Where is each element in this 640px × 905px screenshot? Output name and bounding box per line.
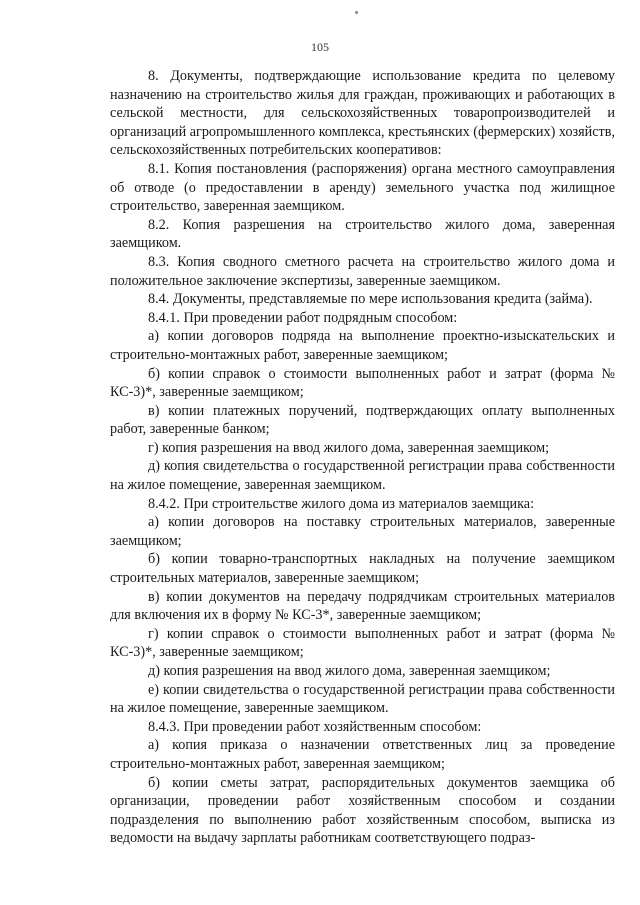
page-number: 105 — [311, 40, 329, 54]
paragraph: в) копии документов на передачу подрядчикам строительных материалов для включения их в форму № КС-3*, заверенные заемщиком; — [110, 588, 615, 624]
paragraph: а) копии договоров подряда на выполнение проектно-изыскательских и строительно-монтажных работ, заверенные заемщиком; — [110, 328, 615, 363]
scan-speck — [355, 11, 358, 14]
paragraph: е) копии свидетельства о государственной регистрации права собственности на жилое помещение, заверенные заемщиком. — [110, 681, 615, 717]
paragraph: а) копия приказа о назначении ответственных лиц за проведение строительно-монтажных работ, заверенная заемщиком; — [110, 737, 615, 772]
paragraph: в) копии платежных поручений, подтверждающих оплату выполненных работ, заверенные банком; — [110, 402, 615, 438]
paragraph: 8.4. Документы, представляемые по мере использования кредита (займа). — [148, 291, 593, 308]
paragraph: 8. Документы, подтверждающие использование кредита по целевому назначению на строительство жилья для граждан, проживающих и работающих в сельской местности, для сельскохозяйственных товаропроизводителей и организаций агропромышленного комплекса, крестьянских (фермерских) хозяйств, сельскохозяйственных потребительских кооперативов: — [110, 68, 615, 159]
paragraph: д) копия свидетельства о государственной регистрации права собственности на жилое помещение, заверенная заемщиком. — [110, 458, 615, 494]
paragraph: 8.4.2. При строительстве жилого дома из материалов заемщика: — [148, 495, 535, 512]
paragraph: г) копия разрешения на ввод жилого дома, заверенная заемщиком; — [148, 439, 550, 456]
paragraph: б) копии сметы затрат, распорядительных документов заемщика об организации, проведении работ хозяйственным способом и создании подразделения по выполнению работ хозяйственным способом, выписка из ведомости на выдачу зарплаты работникам соответствующего подраз- — [110, 774, 615, 847]
paragraph: а) копии договоров на поставку строительных материалов, заверенные заемщиком; — [110, 514, 615, 549]
paragraph: 8.4.3. При проведении работ хозяйственным способом: — [148, 718, 482, 735]
paragraph: г) копии справок о стоимости выполненных работ и затрат (форма № КС-3)*, заверенные заемщиком; — [110, 625, 615, 661]
paragraph: д) копия разрешения на ввод жилого дома, заверенная заемщиком; — [148, 663, 551, 679]
paragraph: 8.2. Копия разрешения на строительство жилого дома, заверенная заемщиком. — [110, 216, 615, 252]
paragraph: б) копии товарно-транспортных накладных на получение заемщиком строительных материалов, заверенные заемщиком; — [110, 551, 615, 587]
paragraph: 8.4.1. При проведении работ подрядным способом: — [148, 309, 458, 326]
paragraph: 8.3. Копия сводного сметного расчета на строительство жилого дома и положительное заключение экспертизы, заверенные заемщиком. — [110, 253, 615, 289]
paragraph: 8.1. Копия постановления (распоряжения) органа местного самоуправления об отводе (о предоставлении в аренду) земельного участка под жилищное строительство, заверенная заемщиком. — [110, 160, 615, 215]
paragraph: б) копии справок о стоимости выполненных работ и затрат (форма № КС-3)*, заверенные заемщиком; — [110, 365, 615, 401]
body-text — [110, 67, 615, 848]
